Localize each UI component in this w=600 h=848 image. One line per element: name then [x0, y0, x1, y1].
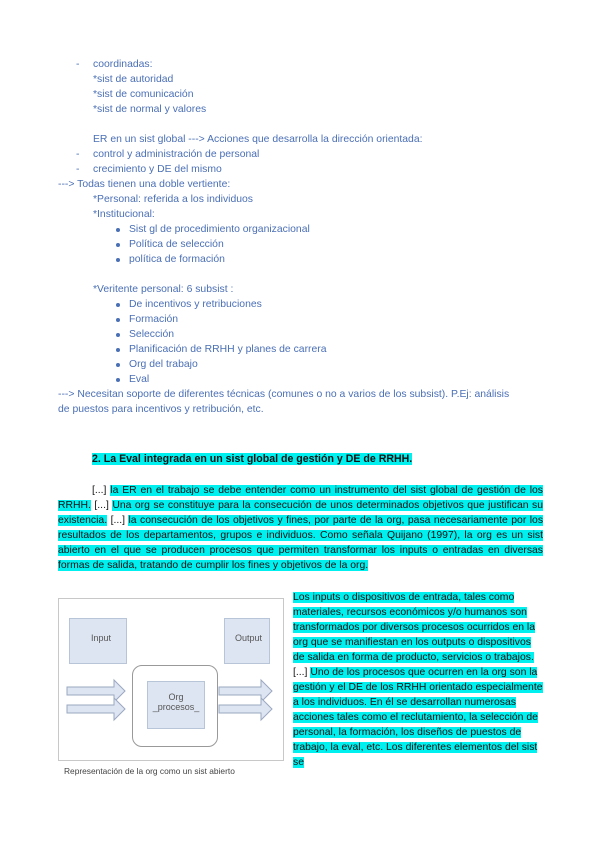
outline-line: *Institucional: [93, 209, 155, 220]
list-item: Eval [129, 374, 150, 385]
bullet-dot [116, 318, 120, 322]
figure-caption: Representación de la org como un sist abierto [64, 766, 235, 776]
bullet-dot [116, 258, 120, 262]
output-box: Output [224, 618, 270, 664]
outline-line: *sist de autoridad [93, 74, 174, 85]
bullet-dot [116, 303, 120, 307]
section-heading: 2. La Eval integrada en un sist global de gestión y DE de RRHH. [92, 453, 413, 465]
list-item: política de formación [129, 254, 225, 265]
open-system-diagram [58, 598, 284, 761]
outline-line: de puestos para incentivos y retribución, etc. [58, 404, 264, 415]
bullet-dot [116, 228, 120, 232]
input-box: Input [69, 618, 127, 664]
paragraph: [...] la ER en el trabajo se debe entender como un instrumento del sist global de gestión de los RRHH. [...] Una org se constituye para la consecución de unos determinados objetivos que justifican su existencia. [...] la consecución de los objetivos y fines, por parte de la org, pasa necesariamente por los resultados de los departamentos, grupos e individuos. Como señala Quijano (1997), la org es un sist abierto en el que se producen procesos que permiten transformar los inputs o entradas en diversas formas de salida, tratando de cumplir los fines y objetivos de la org. [58, 485, 544, 571]
outline-line: *sist de comunicación [93, 89, 194, 100]
flow-arrows [59, 677, 283, 727]
list-item: Org del trabajo [129, 359, 198, 370]
list-item: De incentivos y retribuciones [129, 299, 262, 310]
outline-line: ER en un sist global ---> Acciones que desarrolla la dirección orientada: [93, 134, 423, 145]
dash-bullet: - [76, 149, 80, 160]
outline-line: *Veritente personal: 6 subsist : [93, 284, 234, 295]
outline-line: crecimiento y DE del mismo [93, 164, 222, 175]
outline-line: *Personal: referida a los individuos [93, 194, 253, 205]
outline-line: *sist de normal y valores [93, 104, 207, 115]
outline-line: coordinadas: [93, 59, 153, 70]
outline-line: ---> Necesitan soporte de diferentes técnicas (comunes o no a varios de los subsist). P.Ej: análisis [58, 389, 510, 400]
bullet-dot [116, 243, 120, 247]
list-item: Sist gl de procedimiento organizacional [129, 224, 310, 235]
outline-line: ---> Todas tienen una doble vertiente: [58, 179, 231, 190]
list-item: Selección [129, 329, 175, 340]
dash-bullet: - [76, 59, 80, 70]
bullet-dot [116, 378, 120, 382]
bullet-dot [116, 333, 120, 337]
bullet-dot [116, 348, 120, 352]
dash-bullet: - [76, 164, 80, 175]
side-paragraph: Los inputs o dispositivos de entrada, tales como materiales, recursos económicos y/o humanos son transformados por diversos procesos ocurridos en la org que se manifiestan en los outputs o dispositivos de salida en forma de producto, servicios o trabajos. [...] Uno de los procesos que ocurren en la org son la gestión y el DE de los RRHH orientado especialmente a los individuos. En él se desarrollan numerosas acciones tales como el reclutamiento, la selección de personal, la formación, los diseños de puestos de trabajo, la eval, etc. Los diferentes elementos del sist se [293, 592, 543, 768]
list-item: Formación [129, 314, 179, 325]
process-box: Org _procesos_ [147, 681, 205, 729]
bullet-dot [116, 363, 120, 367]
outline-line: control y administración de personal [93, 149, 260, 160]
list-item: Planificación de RRHH y planes de carrera [129, 344, 327, 355]
list-item: Política de selección [129, 239, 224, 250]
